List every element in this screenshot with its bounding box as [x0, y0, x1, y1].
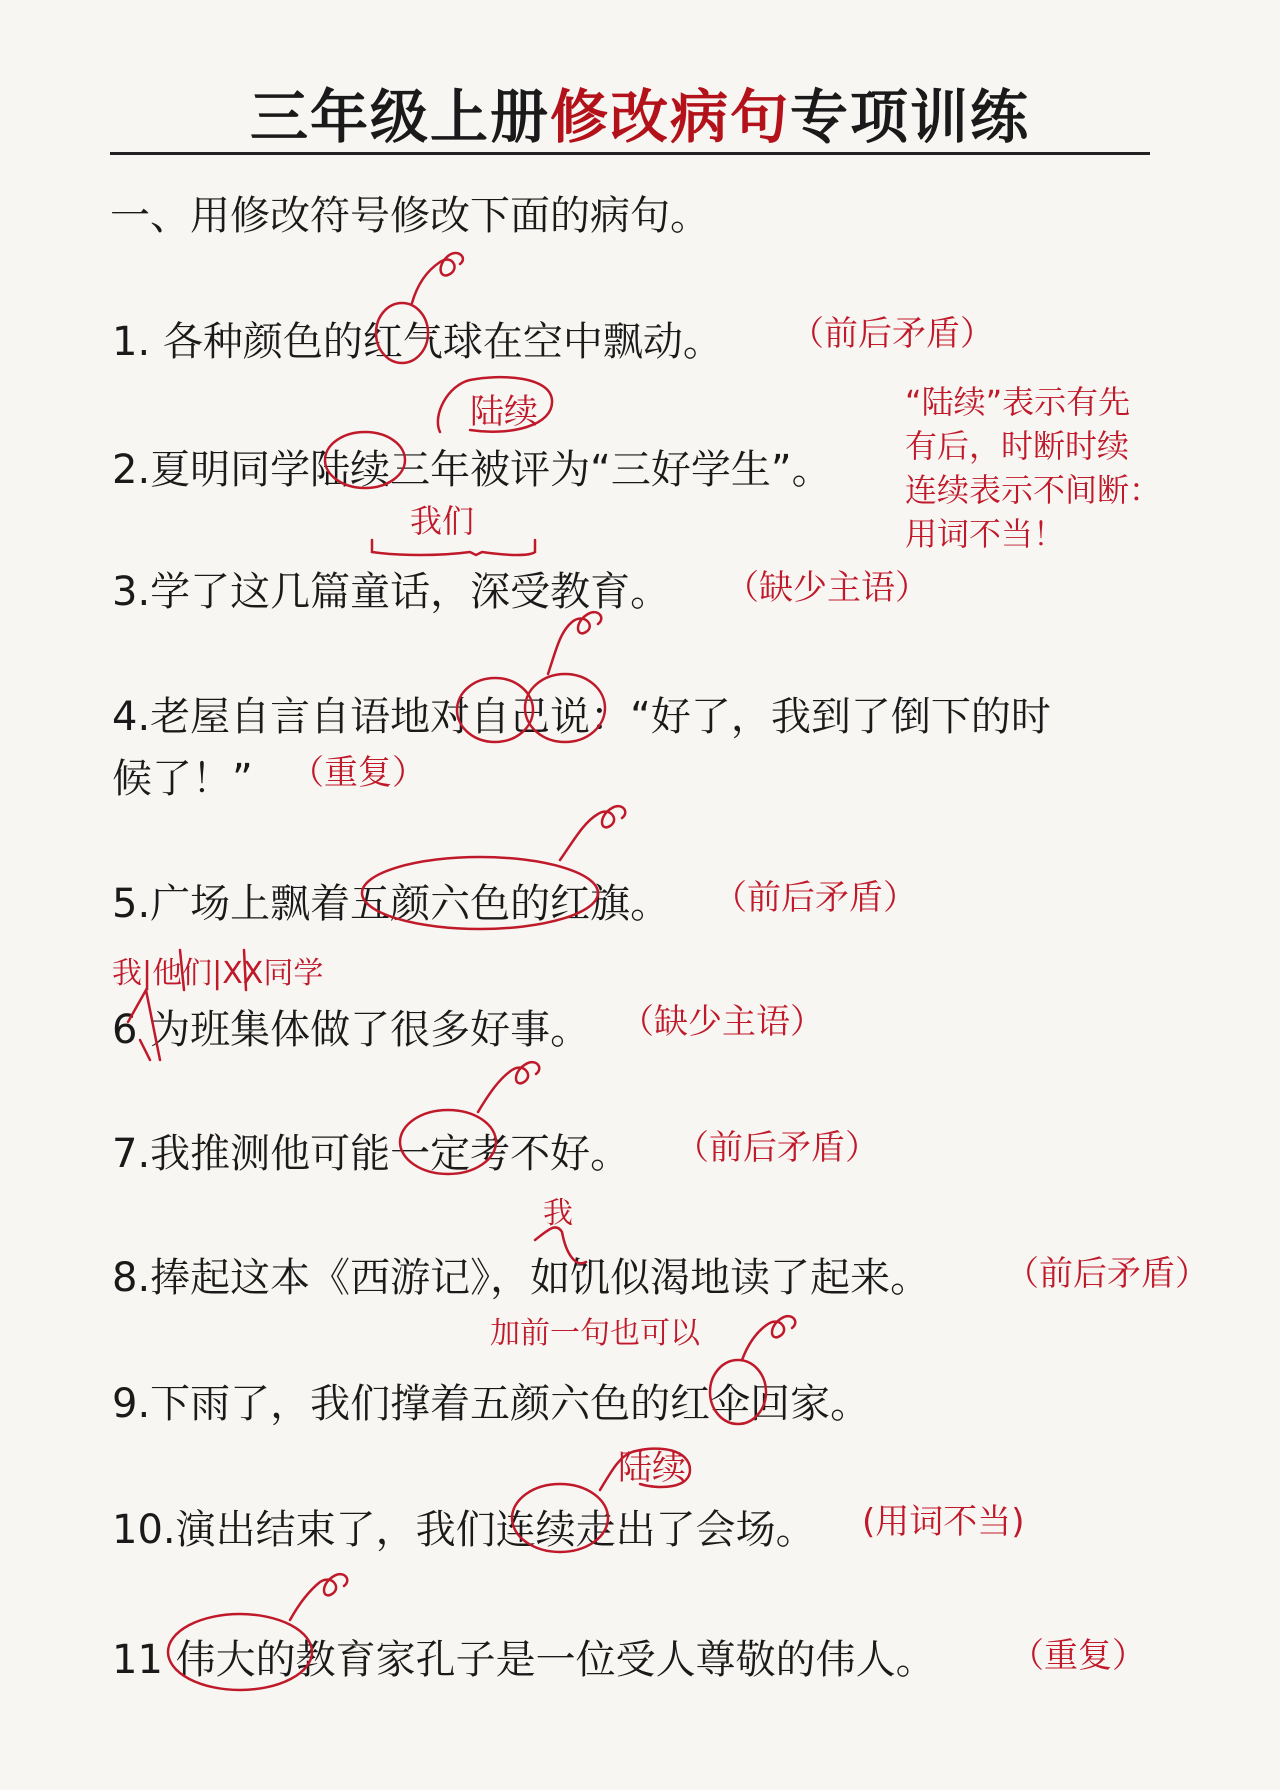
question-10: 10.演出结束了，我们连续走出了会场。	[112, 1507, 816, 1553]
question-11-note: （重复）	[1010, 1636, 1146, 1676]
question-8: 8.捧起这本《西游记》，如饥似渴地读了起来。	[112, 1255, 931, 1301]
question-11: 11 伟大的教育家孔子是一位受人尊敬的伟人。	[112, 1637, 936, 1683]
q3-insert-bracket	[372, 540, 535, 555]
section-heading: 一、用修改符号修改下面的病句。	[110, 193, 710, 239]
question-4-line-2: 候了！”	[112, 756, 253, 802]
question-6: 6 为班集体做了很多好事。	[112, 1007, 591, 1053]
question-6-insert: 我|他们|XX同学	[112, 956, 324, 991]
q11-delete-curl	[290, 1574, 347, 1620]
title-prefix: 三年级上册	[249, 83, 550, 151]
question-8-note: （前后矛盾）	[1005, 1254, 1209, 1294]
question-7-note: （前后矛盾）	[675, 1128, 879, 1168]
question-1: 1. 各种颜色的红气球在空中飘动。	[112, 319, 723, 365]
title-divider	[110, 152, 1150, 155]
q1-delete-curl	[412, 253, 463, 303]
question-3-note: （缺少主语）	[725, 568, 929, 608]
question-10-correction: 陆续	[618, 1448, 686, 1488]
question-3-insert: 我们	[410, 502, 475, 540]
question-5: 5.广场上飘着五颜六色的红旗。	[112, 881, 671, 927]
question-4-line-1: 4.老屋自言自语地对自己说：“好了，我到了倒下的时	[112, 694, 1051, 740]
page-title	[0, 70, 1280, 154]
title-highlight: 修改病句	[549, 83, 790, 151]
side-note-line-3: 连续表示不间断：	[905, 471, 1162, 509]
side-note-line-1: “陆续”表示有先	[905, 383, 1131, 421]
question-1-note: （前后矛盾）	[790, 314, 994, 354]
question-2-correction: 陆续	[470, 392, 538, 432]
q7-delete-curl	[478, 1062, 539, 1112]
q5-delete-curl	[560, 806, 625, 860]
question-9: 9.下雨了，我们撑着五颜六色的红伞回家。	[112, 1381, 871, 1427]
question-4-note: （重复）	[290, 753, 426, 793]
question-3: 3.学了这几篇童话，深受教育。	[112, 569, 671, 615]
question-10-note: (用词不当)	[862, 1502, 1025, 1542]
question-8-insert: 我	[543, 1196, 573, 1231]
side-note-line-4: 用词不当！	[905, 515, 1066, 553]
q4-delete-curl	[548, 612, 601, 674]
side-note-line-2: 有后，时断时续	[905, 427, 1130, 465]
question-7: 7.我推测他可能一定考不好。	[112, 1131, 631, 1177]
question-2: 2.夏明同学陆续三年被评为“三好学生”。	[112, 447, 832, 493]
question-6-note: （缺少主语）	[620, 1002, 824, 1042]
question-9-comment: 加前一句也可以	[490, 1316, 700, 1351]
q9-delete-curl	[742, 1316, 795, 1360]
question-5-note: （前后矛盾）	[713, 878, 917, 918]
side-note	[905, 380, 1161, 556]
title-suffix: 专项训练	[790, 83, 1031, 151]
